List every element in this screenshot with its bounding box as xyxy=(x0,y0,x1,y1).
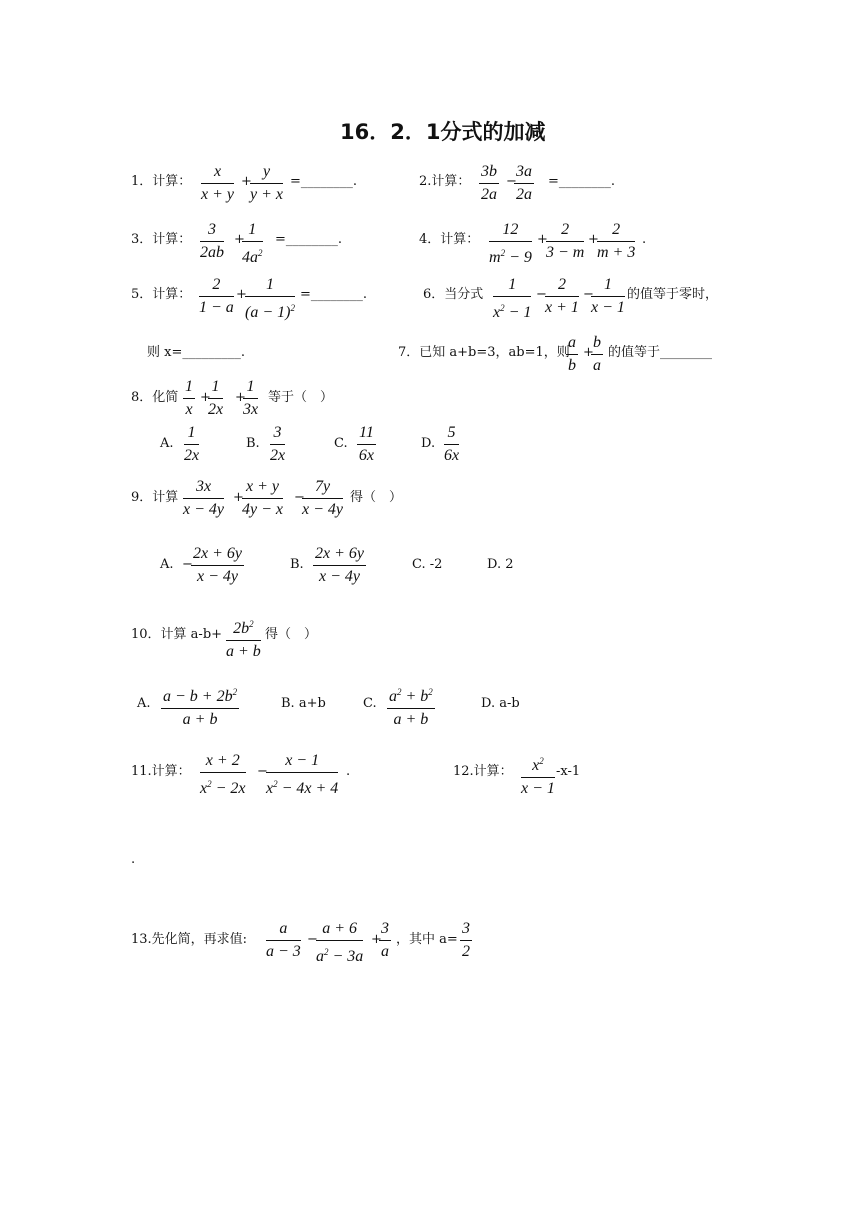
q8-option-b-letter: B. xyxy=(246,436,260,451)
q8-fraction-3: $\frac{1}{3x}$ xyxy=(243,378,259,418)
q11-fraction-1: $\frac{x + 2}{x^2 - 2x}$ xyxy=(200,752,246,797)
minus-sign: − xyxy=(536,287,547,302)
q8-tail: 等于（ ） xyxy=(268,390,334,405)
q10-option-a: $\frac{a - b + 2b^2}{a + b}$ xyxy=(161,682,239,730)
q9-option-a: $\frac{2x + 6y}{x - 4y}$ xyxy=(193,545,242,585)
q7-fraction-1: $\frac{a}{b}$ xyxy=(568,334,576,374)
q9-fraction-2: $\frac{x + y}{4y - x}$ xyxy=(242,478,283,518)
q13-fraction-2: $\frac{a + 6}{a^2 - 3a}$ xyxy=(316,920,364,965)
minus-sign: − xyxy=(294,490,305,505)
q6-fraction-1: $\frac{1}{x^2 - 1}$ xyxy=(493,276,532,321)
plus-sign: + xyxy=(371,932,382,947)
minus-sign: − xyxy=(307,932,318,947)
stray-dot: . xyxy=(131,852,136,867)
q10-option-c-letter: C. xyxy=(363,696,377,711)
q9-option-b-letter: B. xyxy=(290,557,304,572)
q7-answer-blank: 的值等于________ xyxy=(608,345,713,360)
q13-fraction-3: $\frac{3}{a}$ xyxy=(381,920,389,960)
q2-answer-blank: =________. xyxy=(548,174,616,189)
q9-option-d: D. 2 xyxy=(487,557,514,572)
q5-fraction-1: $\frac{2}{1 - a}$ xyxy=(199,276,234,316)
q10-option-b: B. a+b xyxy=(281,696,326,711)
plus-sign: + xyxy=(236,287,247,302)
q4-fraction-2: $\frac{2}{3 - m}$ xyxy=(546,221,585,261)
q8-fraction-1: $\frac{1}{x}$ xyxy=(185,378,193,418)
q11-label: 11.计算： xyxy=(131,764,191,779)
q8-fraction-2: $\frac{1}{2x}$ xyxy=(208,378,224,418)
q13-tail: ，其中 a= xyxy=(396,932,458,947)
q11-end: . xyxy=(346,764,351,779)
q9-fraction-1: $\frac{3x}{x - 4y}$ xyxy=(183,478,224,518)
q7-label: 7．已知 a+b=3，ab=1，则 xyxy=(398,345,570,360)
q7-fraction-2: $\frac{b}{a}$ xyxy=(593,334,601,374)
plus-sign: + xyxy=(235,390,246,405)
q9-fraction-3: $\frac{7y}{x - 4y}$ xyxy=(302,478,343,518)
q5-fraction-2: $\frac{1}{(a - 1)^2}$ xyxy=(245,276,295,321)
q1-fraction-1: $\frac{x}{x + y}$ xyxy=(201,163,234,203)
plus-sign: + xyxy=(234,232,245,247)
q9-option-a-letter: A. xyxy=(160,557,174,572)
q13-fraction-1: $\frac{a}{a - 3}$ xyxy=(266,920,301,960)
q9-option-b: $\frac{2x + 6y}{x - 4y}$ xyxy=(315,545,364,585)
minus-sign: − xyxy=(257,764,268,779)
minus-sign: − xyxy=(182,557,193,572)
q3-fraction-2: $\frac{1}{4a^2}$ xyxy=(242,221,263,266)
plus-sign: + xyxy=(583,345,594,360)
q4-fraction-3: $\frac{2}{m + 3}$ xyxy=(597,221,636,261)
q8-label: 8．化简 xyxy=(131,390,179,405)
q8-option-c: $\frac{11}{6x}$ xyxy=(358,424,374,464)
plus-sign: + xyxy=(233,490,244,505)
q2-fraction-2: $\frac{3a}{2a}$ xyxy=(516,163,532,203)
q10-label: 10．计算 a-b+ xyxy=(131,627,223,642)
q10-tail: 得（ ） xyxy=(265,627,318,642)
plus-sign: + xyxy=(241,174,252,189)
q12-label: 12.计算： xyxy=(453,764,513,779)
plus-sign: + xyxy=(537,232,548,247)
q6-fraction-2: $\frac{2}{x + 1}$ xyxy=(545,276,579,316)
minus-sign: − xyxy=(506,174,517,189)
q11-fraction-2: $\frac{x - 1}{x^2 - 4x + 4}$ xyxy=(266,752,339,797)
q4-label: 4．计算： xyxy=(419,232,480,247)
plus-sign: + xyxy=(200,390,211,405)
q10-fraction-1: $\frac{2b^2}{a + b}$ xyxy=(226,614,261,662)
q6-fraction-3: $\frac{1}{x - 1}$ xyxy=(591,276,625,316)
q12-tail: -x-1 xyxy=(556,764,581,779)
q13-label: 13.先化简，再求值: xyxy=(131,932,248,947)
q4-end: . xyxy=(642,232,647,247)
q10-option-a-letter: A. xyxy=(137,696,151,711)
q13-value: $\frac{3}{2}$ xyxy=(462,920,470,960)
q12-fraction-1: $\frac{x^2}{x - 1}$ xyxy=(521,751,555,799)
q4-fraction-1: $\frac{12}{m^2 - 9}$ xyxy=(489,221,532,266)
page-title: 16．2．1分式的加减 xyxy=(340,120,546,144)
q9-tail: 得（ ） xyxy=(350,490,403,505)
q1-label: 1．计算： xyxy=(131,174,192,189)
q10-option-c: $\frac{a^2 + b^2}{a + b}$ xyxy=(387,682,435,730)
q8-option-a: $\frac{1}{2x}$ xyxy=(184,424,200,464)
minus-sign: − xyxy=(583,287,594,302)
q9-label: 9．计算 xyxy=(131,490,179,505)
q8-option-c-letter: C. xyxy=(334,436,348,451)
q5-answer-blank: =________. xyxy=(300,287,368,302)
q9-option-c: C. -2 xyxy=(412,557,443,572)
q1-fraction-2: $\frac{y}{y + x}$ xyxy=(250,163,283,203)
q6-tail: 的值等于零时， xyxy=(627,287,719,302)
q3-fraction-1: $\frac{3}{2ab}$ xyxy=(200,221,224,261)
q8-option-b: $\frac{3}{2x}$ xyxy=(270,424,286,464)
q5-label: 5．计算： xyxy=(131,287,192,302)
q6-label: 6．当分式 xyxy=(423,287,484,302)
q10-option-d: D. a-b xyxy=(481,696,520,711)
q3-label: 3．计算： xyxy=(131,232,192,247)
plus-sign: + xyxy=(588,232,599,247)
q2-label: 2.计算： xyxy=(419,174,471,189)
q8-option-a-letter: A. xyxy=(160,436,174,451)
q1-answer-blank: =________. xyxy=(290,174,358,189)
q6-answer-blank: 则 x=_________. xyxy=(147,345,245,360)
q3-answer-blank: =________. xyxy=(275,232,343,247)
q2-fraction-1: $\frac{3b}{2a}$ xyxy=(481,163,497,203)
q8-option-d: $\frac{5}{6x}$ xyxy=(444,424,460,464)
q8-option-d-letter: D. xyxy=(421,436,436,451)
